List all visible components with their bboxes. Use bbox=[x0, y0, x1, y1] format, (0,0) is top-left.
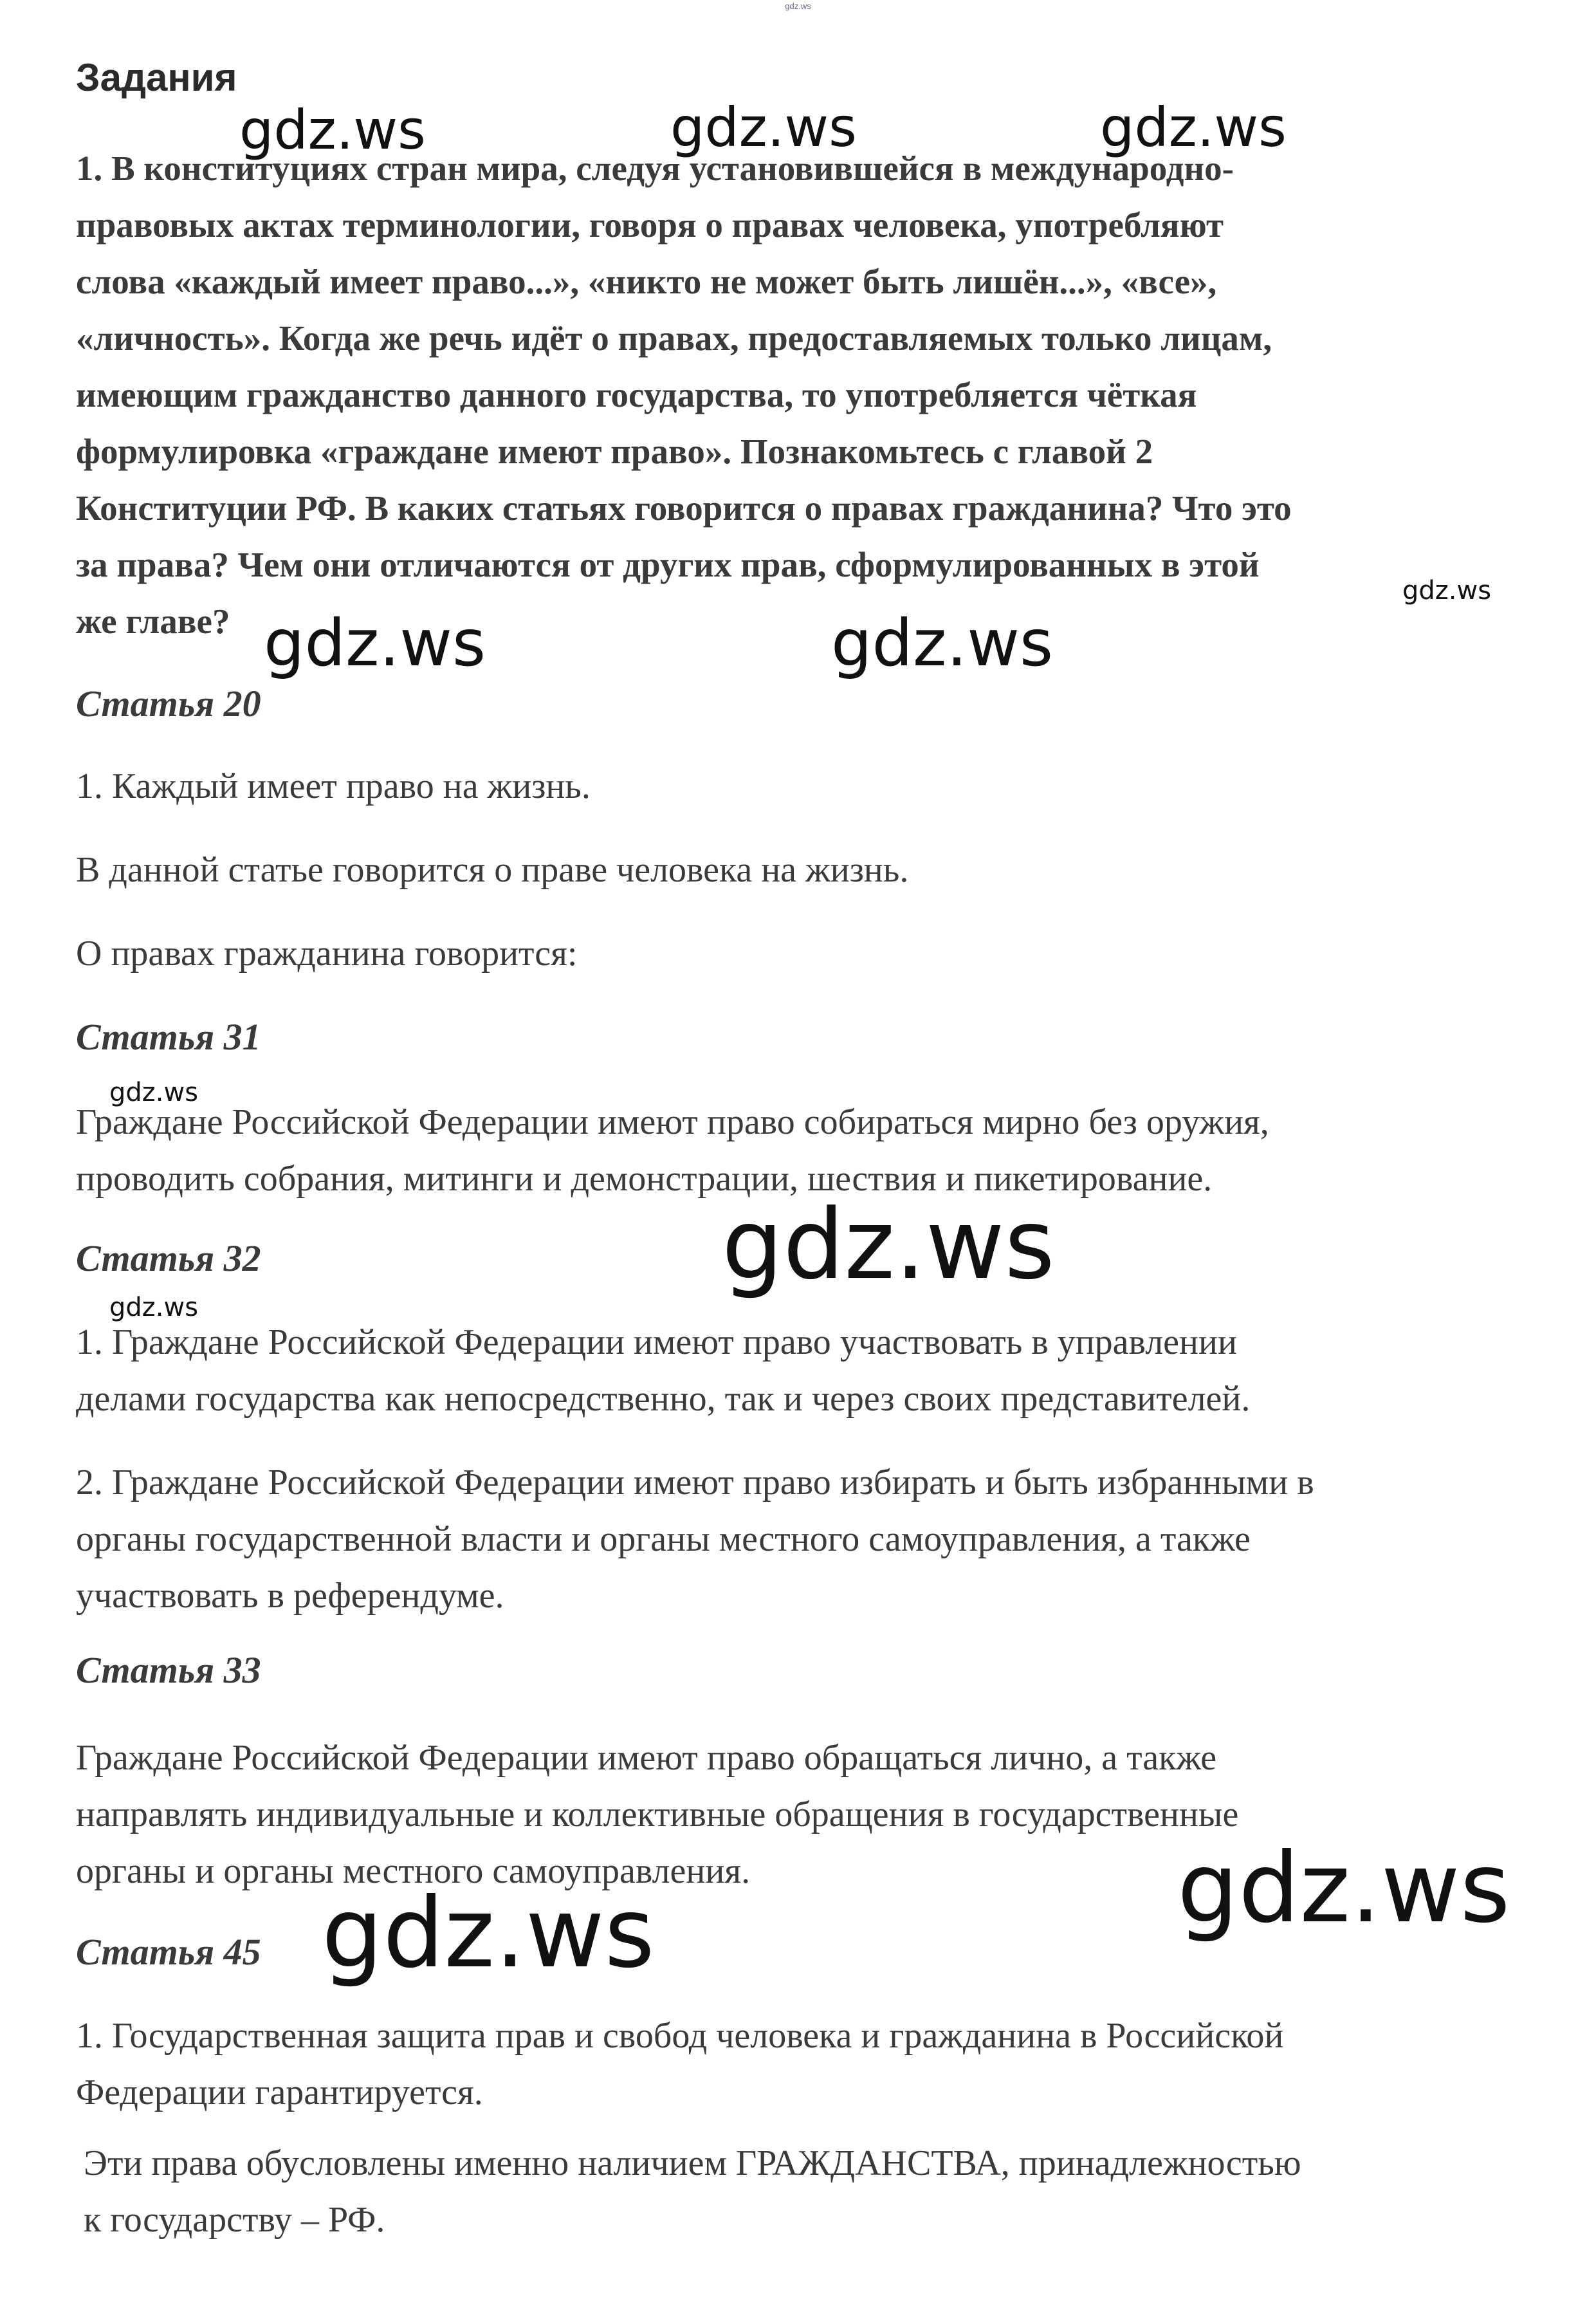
article-20-note: В данной статье говорится о праве человека на жизнь. bbox=[76, 850, 909, 890]
task-line: 1. В конституциях стран мира, следуя установившейся в международно- bbox=[76, 149, 1234, 188]
task-line: «личность». Когда же речь идёт о правах, предоставляемых только лицам, bbox=[76, 319, 1272, 358]
article-20-title: Статья 20 bbox=[76, 683, 261, 725]
task-line: за права? Чем они отличаются от других прав, сформулированных в этой bbox=[76, 545, 1260, 584]
watermark-logo: gdz.ws bbox=[1402, 576, 1492, 605]
task-line: формулировка «граждане имеют право». Познакомьтесь с главой 2 bbox=[76, 432, 1153, 471]
conclusion-text bbox=[84, 2135, 1301, 2248]
task-line: же главе? bbox=[76, 602, 230, 641]
article-32-p1-line: делами государства как непосредственно, так и через своих представителей. bbox=[76, 1379, 1251, 1419]
article-32-paragraph-1 bbox=[76, 1314, 1250, 1427]
top-watermark: gdz.ws bbox=[785, 1, 811, 11]
article-45-text bbox=[76, 2008, 1283, 2121]
article-32-p2-line: органы государственной власти и органы местного самоуправления, а также bbox=[76, 1519, 1251, 1559]
article-45-line: 1. Государственная защита прав и свобод человека и гражданина в Российской bbox=[76, 2016, 1284, 2056]
article-20-text: 1. Каждый имеет право на жизнь. bbox=[76, 766, 591, 806]
watermark-logo: gdz.ws bbox=[722, 1189, 1055, 1301]
watermark-logo: gdz.ws bbox=[322, 1878, 655, 1989]
article-33-line: направлять индивидуальные и коллективные обращения в государственные bbox=[76, 1795, 1239, 1834]
conclusion-line: Эти права обусловлены именно наличием ГРАЖДАНСТВА, принадлежностью bbox=[84, 2143, 1301, 2183]
article-31-text bbox=[76, 1094, 1269, 1207]
article-31-line: проводить собрания, митинги и демонстрации, шествия и пикетирование. bbox=[76, 1159, 1213, 1199]
citizen-rights-intro: О правах гражданина говорится: bbox=[76, 934, 578, 974]
article-31-title: Статья 31 bbox=[76, 1016, 261, 1058]
task-line: имеющим гражданство данного государства, то употребляется чёткая bbox=[76, 375, 1197, 414]
article-32-paragraph-2 bbox=[76, 1454, 1314, 1624]
article-33-line: органы и органы местного самоуправления. bbox=[76, 1851, 751, 1891]
article-45-title: Статья 45 bbox=[76, 1931, 261, 1973]
article-32-p2-line: участвовать в референдуме. bbox=[76, 1576, 504, 1616]
article-33-title: Статья 33 bbox=[76, 1649, 261, 1691]
task-line: правовых актах терминологии, говоря о правах человека, употребляют bbox=[76, 205, 1224, 245]
task-line: Конституции РФ. В каких статьях говорится о правах гражданина? Что это bbox=[76, 488, 1292, 528]
watermark-logo: gdz.ws bbox=[239, 98, 426, 162]
conclusion-line: к государству – РФ. bbox=[84, 2200, 385, 2240]
article-45-line: Федерации гарантируется. bbox=[76, 2073, 483, 2112]
watermark-logo: gdz.ws bbox=[1100, 96, 1287, 159]
page-heading: Задания bbox=[76, 56, 237, 99]
watermark-logo: gdz.ws bbox=[109, 1293, 199, 1322]
article-31-line: Граждане Российской Федерации имеют право собираться мирно без оружия, bbox=[76, 1102, 1269, 1142]
article-33-text bbox=[76, 1730, 1238, 1899]
article-32-title: Статья 32 bbox=[76, 1237, 261, 1279]
task-line: слова «каждый имеет право...», «никто не может быть лишён...», «все», bbox=[76, 262, 1217, 301]
watermark-logo: gdz.ws bbox=[831, 605, 1054, 681]
watermark-logo: gdz.ws bbox=[670, 96, 857, 159]
watermark-logo: gdz.ws bbox=[109, 1078, 199, 1107]
watermark-logo: gdz.ws bbox=[264, 605, 486, 681]
task-question bbox=[76, 140, 1292, 650]
article-33-line: Граждане Российской Федерации имеют право обращаться лично, а также bbox=[76, 1738, 1217, 1778]
article-32-p2-line: 2. Граждане Российской Федерации имеют право избирать и быть избранными в bbox=[76, 1463, 1314, 1502]
watermark-logo: gdz.ws bbox=[1177, 1833, 1510, 1944]
article-32-p1-line: 1. Граждане Российской Федерации имеют право участвовать в управлении bbox=[76, 1322, 1237, 1362]
